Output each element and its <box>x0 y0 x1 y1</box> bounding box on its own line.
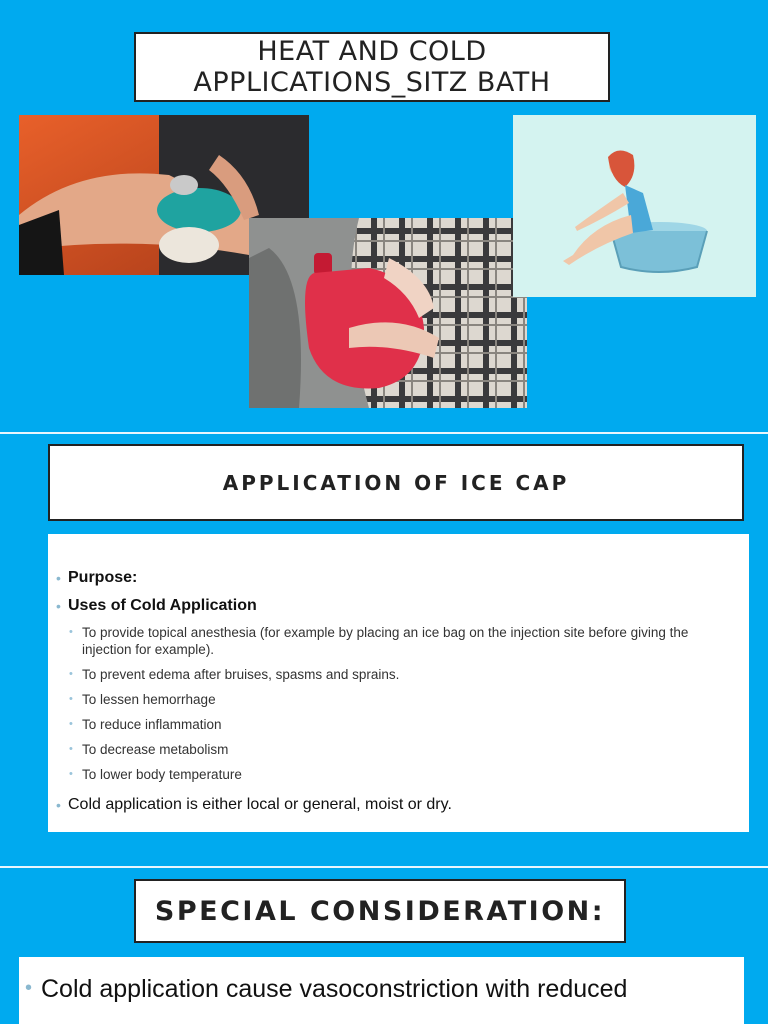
bullet-uses-heading: • Uses of Cold Application <box>56 592 737 620</box>
bullet-purpose: • Purpose: <box>56 564 737 592</box>
list-item: • To lessen hemorrhage <box>56 691 737 708</box>
slide-3-title: SPECIAL CONSIDERATION: <box>134 879 626 943</box>
slide-3-content <box>19 957 744 1024</box>
bullet-vasoconstriction: • Cold application cause vasoconstriction with reduced <box>25 975 744 1004</box>
slide-2 <box>0 434 768 866</box>
list-item: • To provide topical anesthesia (for example by placing an ice bag on the injection site before giving the injection for example). <box>56 624 737 658</box>
list-item: • To reduce inflammation <box>56 716 737 733</box>
hot-water-bottle-photo <box>249 218 527 408</box>
slide-1-title <box>134 32 610 102</box>
slide-2-title: APPLICATION OF ICE CAP <box>48 444 744 521</box>
list-item: • To prevent edema after bruises, spasms and sprains. <box>56 666 737 683</box>
list-item: • To decrease metabolism <box>56 741 737 758</box>
slide-1 <box>0 0 768 432</box>
sitz-bath-illustration <box>513 115 756 297</box>
content-panel <box>48 534 749 832</box>
title-line-1: HEAT AND COLD <box>257 36 487 67</box>
list-item: • To lower body temperature <box>56 766 737 783</box>
slide-3 <box>0 868 768 1024</box>
bullet-closing: • Cold application is either local or general, moist or dry. <box>56 791 737 819</box>
title-line-2: APPLICATIONS_SITZ BATH <box>193 67 551 98</box>
